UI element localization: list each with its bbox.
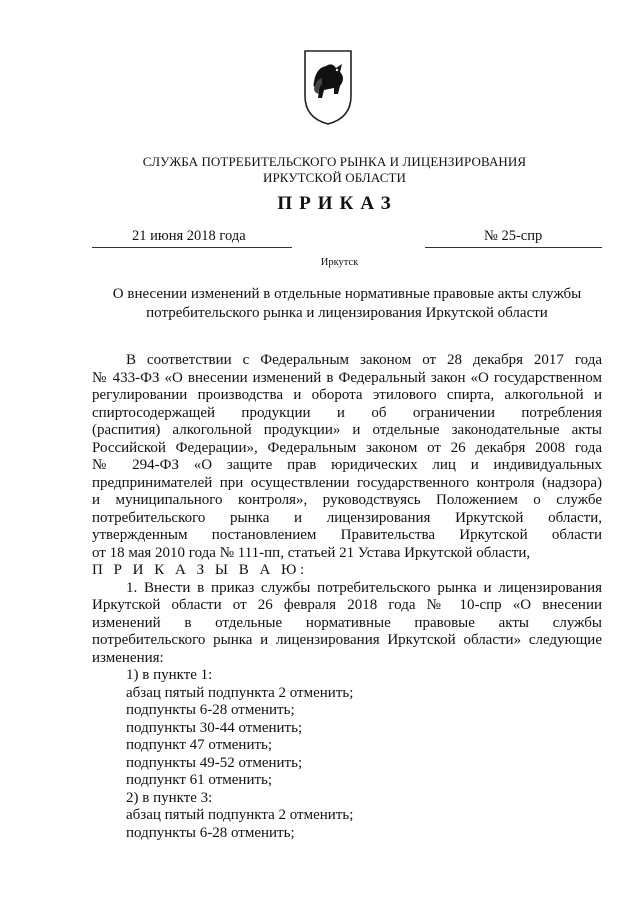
paragraph-line: Российской Федерации», Федеральным законом от 26 декабря 2008 года (92, 439, 602, 456)
list-item: подпункты 30-44 отменить; (126, 719, 303, 736)
document-title: ПРИКАЗ (277, 193, 398, 214)
paragraph-line: изменения: (92, 649, 164, 666)
organization-name-line2: ИРКУТСКОЙ ОБЛАСТИ (262, 170, 406, 185)
paragraph-line: спиртосодержащей продукции и об ограничении потребления (92, 404, 602, 421)
paragraph-line: предпринимателей при осуществлении государственного контроля (надзора) (92, 474, 602, 491)
paragraph-line: В соответствии с Федеральным законом от 28 декабря 2017 года (126, 352, 602, 368)
document-number: № 25-спр (484, 228, 543, 244)
paragraph-line: потребительского рынка и лицензирования Иркутской области» следующие (92, 632, 602, 648)
list-item: 1) в пункте 1: (126, 667, 213, 683)
paragraph-line: изменений в отдельные нормативные правовые акты службы (92, 614, 602, 631)
subject-line2: потребительского рынка и лицензирования Иркутской области (146, 305, 548, 321)
list-item: подпункт 47 отменить; (126, 737, 273, 753)
list-item: абзац пятый подпункта 2 отменить; (126, 684, 354, 701)
paragraph-line: регулировании производства и оборота этилового спирта, алкогольной и (92, 387, 602, 403)
paragraph-line: утвержденным постановлением Правительства Иркутской области (92, 527, 602, 543)
list-item: подпункты 6-28 отменить; (126, 824, 295, 841)
document-date: 21 июня 2018 года (132, 228, 246, 244)
number-underline (425, 247, 602, 248)
paragraph-line: от 18 мая 2010 года № 111-пп, статьей 21 Устава Иркутской области, (92, 544, 531, 561)
document-subject (92, 285, 602, 323)
list-item: абзац пятый подпункта 2 отменить; (126, 807, 354, 823)
paragraph-line: (распития) алкогольной продукции» и отдельные законодательные акты (92, 422, 602, 438)
paragraph-line: Иркутской области от 26 февраля 2018 года № 10-спр «О внесении (92, 597, 602, 613)
subject-line1: О внесении изменений в отдельные нормативные правовые акты службы (112, 286, 582, 302)
paragraph-line: № 433-ФЗ «О внесении изменений в Федеральный закон «О государственном (92, 369, 602, 386)
paragraph-line: 1. Внести в приказ службы потребительского рынка и лицензирования (126, 579, 602, 596)
paragraph-line: № 294-ФЗ «О защите прав юридических лиц и индивидуальных (92, 457, 602, 473)
city-label: Иркутск (320, 257, 359, 268)
list-item: подпункты 6-28 отменить; (126, 702, 295, 718)
document-body (92, 352, 602, 842)
organization-name (0, 154, 639, 186)
list-item: подпункты 49-52 отменить; (126, 754, 303, 771)
date-underline (92, 247, 292, 248)
coat-of-arms-icon (302, 48, 354, 126)
list-item: подпункт 61 отменить; (126, 772, 273, 788)
paragraph-line: потребительского рынка и лицензирования Иркутской области, (92, 509, 602, 526)
list-item: 2) в пункте 3: (126, 789, 213, 806)
paragraph-line: и муниципального контроля», руководствуясь Положением о службе (92, 492, 602, 508)
order-word: П Р И К А З Ы В А Ю: (92, 562, 308, 578)
organization-name-line1: СЛУЖБА ПОТРЕБИТЕЛЬСКОГО РЫНКА И ЛИЦЕНЗИРОВАНИЯ (142, 154, 527, 169)
